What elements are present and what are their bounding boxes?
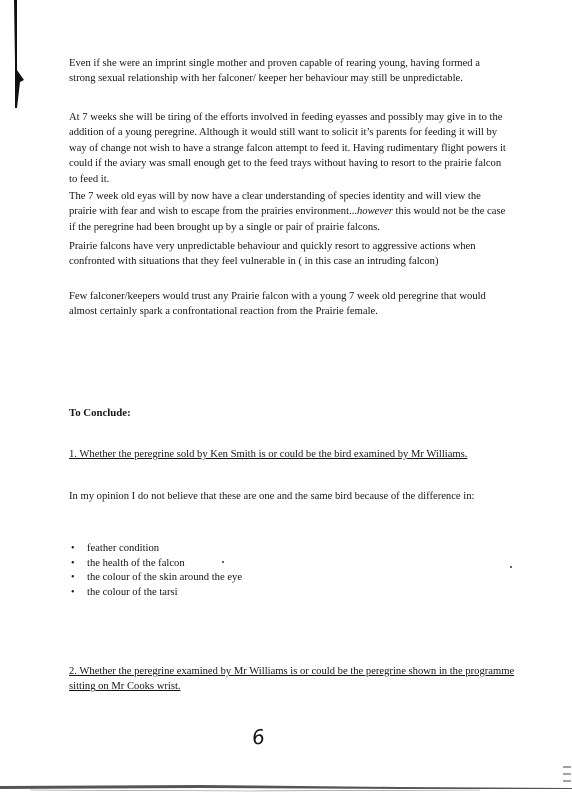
- differences-list: [69, 542, 242, 600]
- paragraph-prairie-behaviour: Prairie falcons have very unpredictable behaviour and quickly resort to aggressive actions when confronted with situations that they feel vulnerable in ( in this case an intruding falcon): [69, 241, 476, 268]
- opinion-paragraph: In my opinion I do not believe that these are one and the same bird because of the difference in:: [69, 491, 475, 502]
- conclusion-point-2: 2. Whether the peregrine examined by Mr Williams is or could be the peregrine shown in the programme sitting on Mr Cooks wrist.: [69, 666, 515, 693]
- list-item: • feather condition: [69, 542, 242, 557]
- paragraph-species-identity: [69, 189, 509, 235]
- scan-bottom-edge: [0, 782, 572, 792]
- paragraph-species-identity-text: The 7 week old eyas will by now have a clear understanding of species identity and will view the prairie with fear and wish to escape from the prairies environment...: [69, 191, 481, 218]
- conclusion-heading: To Conclude:: [69, 407, 131, 419]
- paragraph-imprint-mother: Even if she were an imprint single mother and proven capable of rearing young, having formed a strong sexual relationship with her falconer/ keeper her behaviour may still be unpredictable.: [69, 58, 480, 85]
- scan-speck: [222, 561, 224, 563]
- page-number: 6: [250, 724, 267, 750]
- paragraph-falconer-trust: Few falconer/keepers would trust any Prairie falcon with a young 7 week old peregrine that would almost certainly spark a confrontational reaction from the Prairie female.: [69, 291, 486, 318]
- paragraph-seven-weeks: At 7 weeks she will be tiring of the efforts involved in feeding eyasses and possibly may give in to the addition of a young peregrine. Although it would still want to solicit it’s parents for feeding it will by way of change not wish to have a strange falcon attempt to feed it. Having rudimentary flight powers it could if the aviary was small enough get to the feed trays without having to resort to the prairie falcon to feed it.: [69, 112, 506, 185]
- list-item: • the colour of the tarsi: [69, 586, 242, 601]
- list-item: • the health of the falcon: [69, 557, 242, 572]
- emphasis-however: however: [357, 206, 393, 218]
- list-item: • the colour of the skin around the eye: [69, 571, 242, 586]
- conclusion-point-1: 1. Whether the peregrine sold by Ken Smith is or could be the bird examined by Mr Williams.: [69, 449, 468, 460]
- scan-edge-mark: [12, 0, 26, 110]
- paragraph-species-identity-end: this would not be the case if the peregrine had been brought up by a single or pair of prairie falcons.: [69, 206, 506, 233]
- scan-speck: [510, 566, 512, 568]
